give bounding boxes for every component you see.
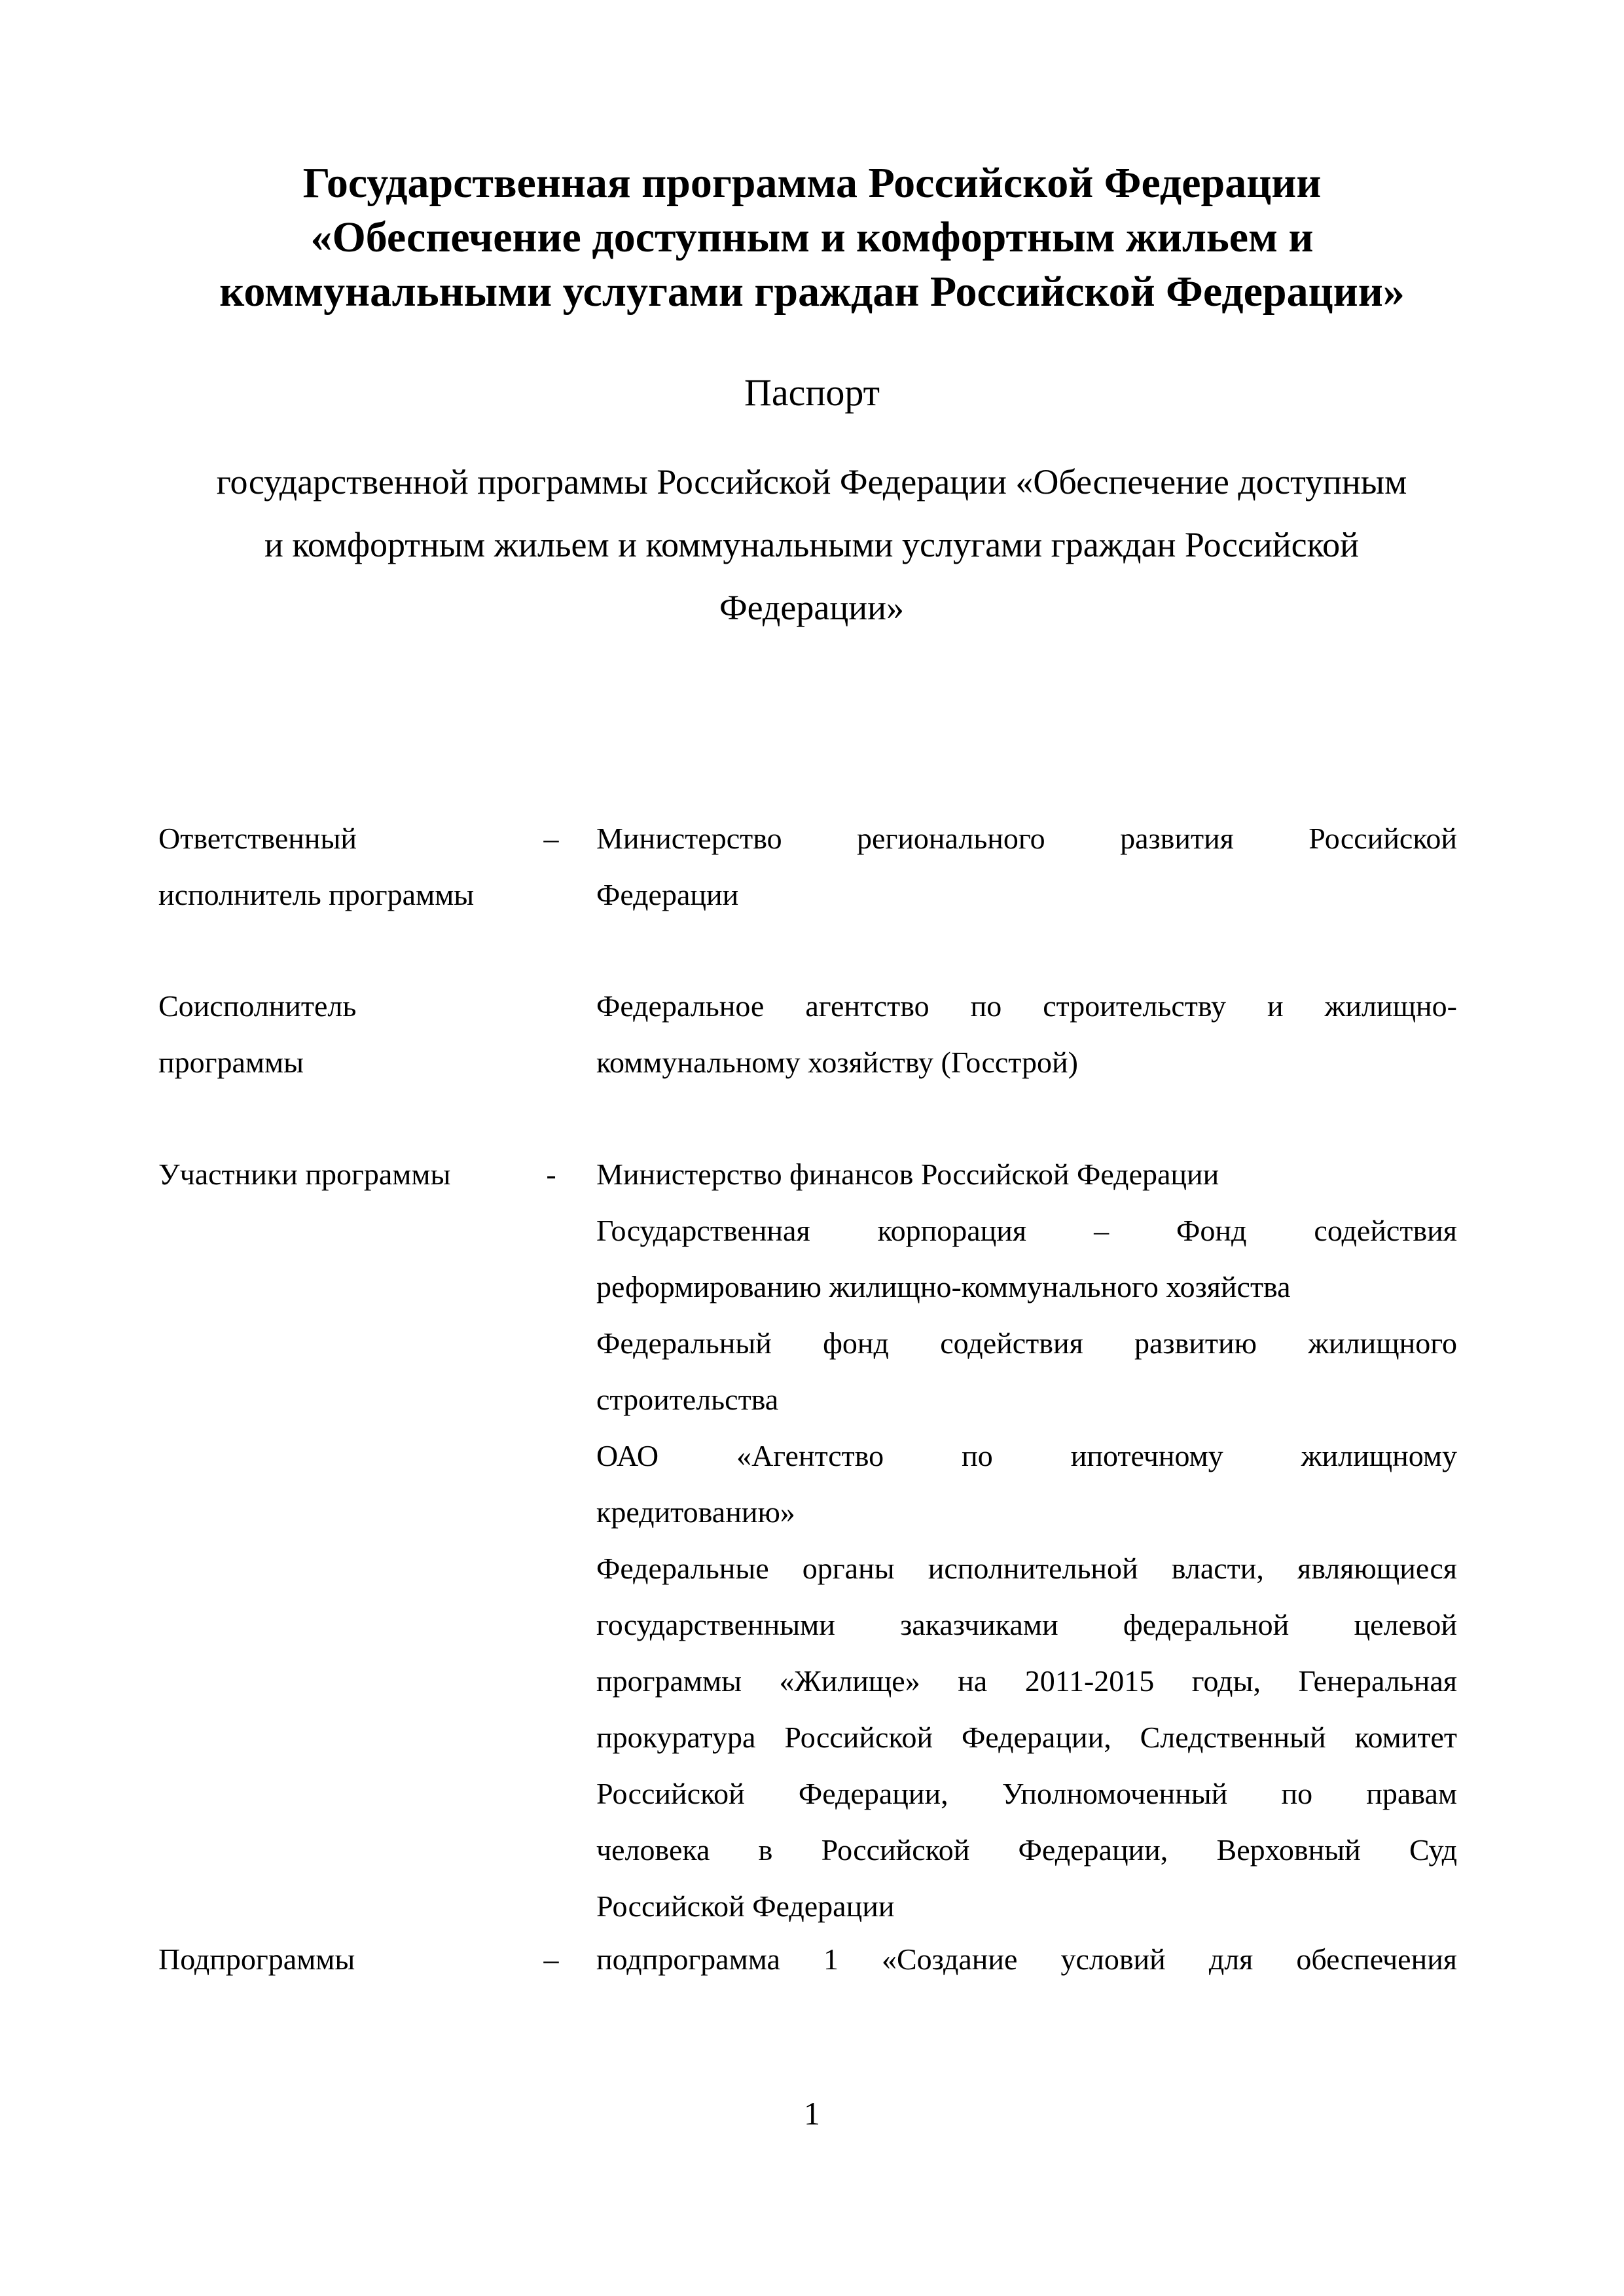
word: жилищно-: [1324, 989, 1457, 1023]
row-label: [158, 811, 551, 923]
word: в: [758, 1833, 773, 1867]
word: заказчиками: [900, 1608, 1058, 1641]
row-dash: -: [546, 1157, 556, 1191]
word: по: [1281, 1777, 1313, 1810]
word: развитию: [1134, 1326, 1257, 1360]
word: комитет: [1354, 1721, 1457, 1754]
word: Российской: [821, 1833, 970, 1867]
value-line: Российской Федерации: [596, 1889, 895, 1923]
word: Федеральный: [596, 1326, 772, 1360]
word: на: [958, 1664, 988, 1698]
word: Федерации,: [1018, 1833, 1168, 1867]
word: Фонд: [1176, 1214, 1247, 1247]
word: по: [970, 989, 1002, 1023]
row-label: Подпрограммы: [158, 1942, 355, 1976]
word: целевой: [1354, 1608, 1457, 1641]
value-line: [596, 811, 1457, 867]
row-dash: –: [543, 822, 559, 855]
word: строительству: [1043, 989, 1227, 1023]
value-line: [596, 1766, 1457, 1822]
word: федеральной: [1123, 1608, 1290, 1641]
row-value: [596, 811, 1457, 923]
row-label: Участники программы: [158, 1157, 451, 1191]
word: для: [1208, 1942, 1254, 1976]
label-line: Соисполнитель: [158, 989, 357, 1023]
title-line-3: коммунальными услугами граждан Российской Федерации»: [219, 268, 1405, 316]
label-line: Ответственный: [158, 822, 357, 855]
value-line: [596, 1653, 1457, 1709]
value-line: [596, 1315, 1457, 1372]
word: Генеральная: [1298, 1664, 1457, 1698]
value-line: [596, 1822, 1457, 1878]
value-line: [596, 1597, 1457, 1653]
passport-line-3: Федерации»: [719, 588, 905, 627]
word: содействия: [1314, 1214, 1457, 1247]
word: обеспечения: [1296, 1942, 1457, 1976]
word: Министерство: [596, 822, 782, 855]
word: корпорация: [877, 1214, 1027, 1247]
word: Суд: [1409, 1833, 1457, 1867]
label-line: исполнитель программы: [158, 878, 475, 911]
row-value: [596, 1146, 1457, 1935]
value-line: [596, 1428, 1457, 1484]
word: подпрограмма: [596, 1942, 780, 1976]
word: Федерации,: [961, 1721, 1111, 1754]
row-dash: –: [543, 1942, 559, 1976]
value-line: [596, 978, 1457, 1034]
word: 1: [823, 1942, 839, 1976]
word: условий: [1060, 1942, 1166, 1976]
title-line-2: «Обеспечение доступным и комфортным жильем и: [310, 213, 1314, 261]
word: 2011-2015: [1024, 1664, 1155, 1698]
word: органы: [802, 1552, 895, 1585]
word: «Агентство: [736, 1439, 884, 1472]
word: власти,: [1171, 1552, 1264, 1585]
word: Уполномоченный: [1001, 1777, 1228, 1810]
word: ипотечному: [1070, 1439, 1223, 1472]
row-value: [596, 978, 1457, 1091]
value-line: кредитованию»: [596, 1495, 795, 1529]
word: фонд: [823, 1326, 889, 1360]
word: жилищного: [1308, 1326, 1457, 1360]
word: прокуратура: [596, 1721, 756, 1754]
word: и: [1267, 989, 1284, 1023]
word: содействия: [940, 1326, 1083, 1360]
word: годы,: [1191, 1664, 1261, 1698]
word: Государственная: [596, 1214, 810, 1247]
word: –: [1094, 1214, 1110, 1247]
passport-heading: Паспорт: [744, 371, 880, 414]
word: «Создание: [881, 1942, 1018, 1976]
word: Российской: [1308, 822, 1457, 855]
word: Российской: [784, 1721, 933, 1754]
value-line: [596, 1709, 1457, 1766]
word: жилищному: [1301, 1439, 1457, 1472]
passport-line-1: государственной программы Российской Федерации «Обеспечение доступным: [216, 462, 1407, 501]
word: государственными: [596, 1608, 835, 1641]
value-line: Федерации: [596, 878, 739, 911]
word: исполнительной: [928, 1552, 1138, 1585]
word: регионального: [857, 822, 1045, 855]
value-line: [596, 1540, 1457, 1597]
word: Федерации,: [798, 1777, 948, 1810]
title-line-1: Государственная программа Российской Федерации: [302, 159, 1322, 207]
row-label: [158, 978, 551, 1091]
word: программы: [596, 1664, 742, 1698]
passport-subtitle: [151, 450, 1473, 639]
word: Федеральные: [596, 1552, 769, 1585]
program-title: [0, 156, 1624, 319]
word: являющиеся: [1297, 1552, 1457, 1585]
word: по: [962, 1439, 993, 1472]
passport-line-2: и комфортным жильем и коммунальными услугами граждан Российской: [264, 525, 1360, 564]
label-line: программы: [158, 1046, 304, 1079]
page-number: 1: [804, 2095, 820, 2132]
word: ОАО: [596, 1439, 659, 1472]
row-value: [596, 1931, 1457, 1988]
word: Верховный: [1216, 1833, 1361, 1867]
word: Федеральное: [596, 989, 765, 1023]
value-line: Министерство финансов Российской Федерации: [596, 1157, 1219, 1191]
value-line: коммунальному хозяйству (Госстрой): [596, 1046, 1078, 1079]
word: Российской: [596, 1777, 745, 1810]
value-line: [596, 1203, 1457, 1259]
word: развития: [1120, 822, 1234, 855]
word: «Жилище»: [779, 1664, 920, 1698]
word: правам: [1366, 1777, 1457, 1810]
value-line: реформированию жилищно-коммунального хозяйства: [596, 1270, 1291, 1303]
value-line: строительства: [596, 1383, 779, 1416]
word: агентство: [805, 989, 929, 1023]
word: Следственный: [1140, 1721, 1326, 1754]
word: человека: [596, 1833, 710, 1867]
value-line: [596, 1931, 1457, 1988]
